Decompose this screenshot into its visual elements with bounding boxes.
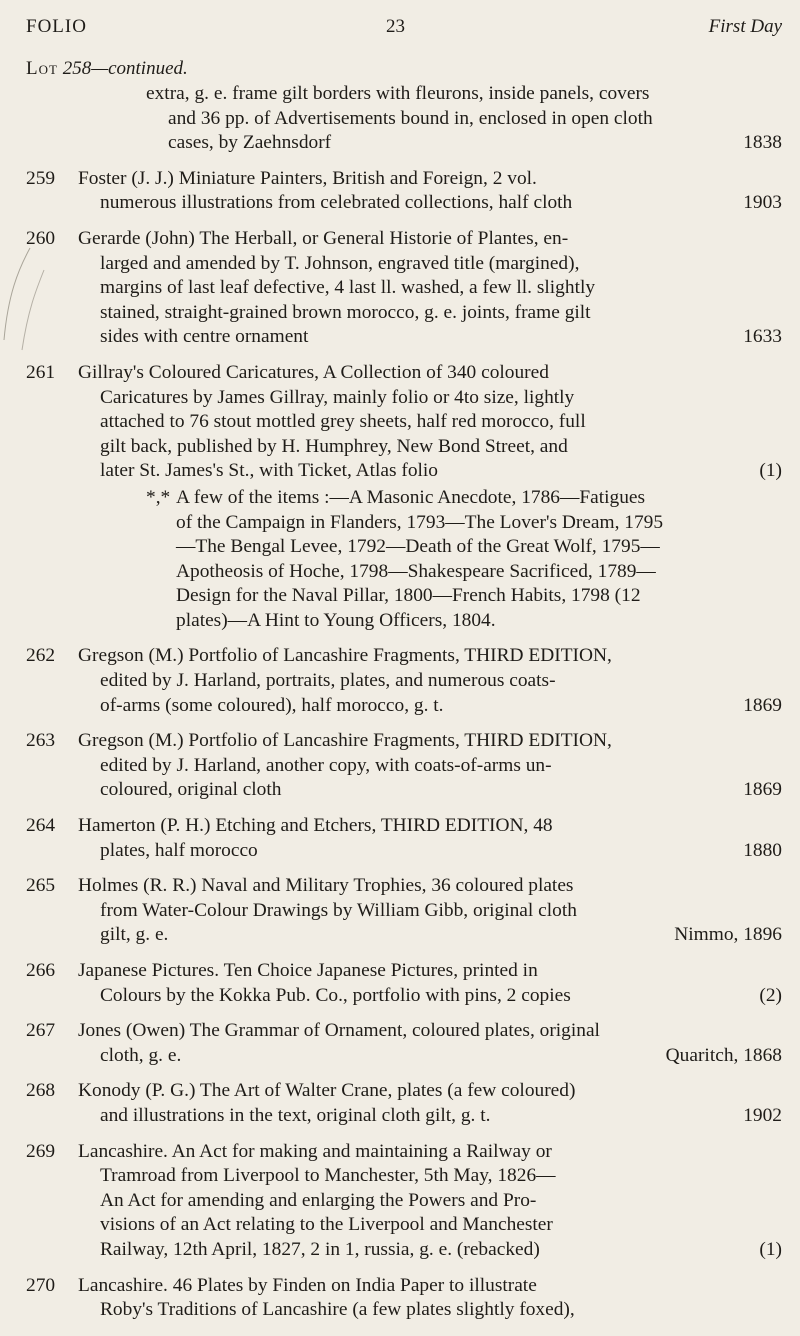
catalogue-entry: [26, 644, 782, 718]
entry-line: Roby's Traditions of Lancashire (a few plates slightly foxed),: [100, 1299, 575, 1321]
lot-number: 270: [26, 1274, 56, 1296]
entry-line: cases, by Zaehnsdorf 1838: [146, 131, 782, 156]
entry-line: Caricatures by James Gillray, mainly folio or 4to size, lightly: [100, 386, 575, 408]
entry-date: 1838: [743, 132, 782, 154]
entry-text: [78, 227, 782, 350]
entry-line: edited by J. Harland, portraits, plates, and numerous coats-: [100, 670, 556, 692]
note-line: Apotheosis of Hoche, 1798—Shakespeare Sacrificed, 1789—: [176, 560, 656, 582]
lot-number: 261: [26, 361, 56, 383]
catalogue-entry: [26, 814, 782, 863]
entry-line: gilt back, published by H. Humphrey, New Bond Street, and: [100, 435, 568, 457]
page-header: [26, 16, 782, 46]
entry-line: Railway, 12th April, 1827, 2 in 1, russia, g. e. (rebacked) (1): [78, 1238, 782, 1263]
entry-line: gilt, g. e. Nimmo, 1896: [78, 923, 782, 948]
entry-line: margins of last leaf defective, 4 last ll. washed, a few ll. slightly: [100, 277, 596, 299]
running-title: First Day: [708, 16, 782, 37]
lot-word: Lot: [26, 58, 58, 79]
entry-line: Gregson (M.) Portfolio of Lancashire Fragments, THIRD EDITION,: [78, 730, 612, 752]
entry-line: Gillray's Coloured Caricatures, A Collection of 340 coloured: [78, 361, 549, 383]
entry-text: [78, 1079, 782, 1128]
catalogue-entry: [26, 959, 782, 1008]
entry-line: Jones (Owen) The Grammar of Ornament, coloured plates, original: [78, 1020, 600, 1042]
lot-continued-text: 258—continued.: [62, 58, 188, 79]
folio-label: FOLIO: [26, 16, 87, 37]
entry-line: from Water-Colour Drawings by William Gibb, original cloth: [100, 899, 577, 921]
entry-line: Lancashire. An Act for making and maintaining a Railway or: [78, 1140, 552, 1162]
catalogue-entry: [26, 82, 782, 156]
lot-number: 260: [26, 227, 56, 249]
entry-line: Konody (P. G.) The Art of Walter Crane, plates (a few coloured): [78, 1080, 576, 1102]
entry-text: [78, 644, 782, 718]
lot-number: 269: [26, 1140, 56, 1162]
entry-line: stained, straight-grained brown morocco, g. e. joints, frame gilt: [100, 301, 591, 323]
entry-line: cloth, g. e. Quaritch, 1868: [78, 1044, 782, 1069]
entry-line: larged and amended by T. Johnson, engraved title (margined),: [100, 252, 580, 274]
entry-line: of-arms (some coloured), half morocco, g. t. 1869: [78, 694, 782, 719]
entry-date: 1903: [743, 192, 782, 214]
catalogue-entry: [26, 227, 782, 350]
note-line: Design for the Naval Pillar, 1800—French Habits, 1798 (12: [176, 585, 641, 607]
entry-date: (1): [759, 460, 782, 482]
note-line: plates)—A Hint to Young Officers, 1804.: [176, 609, 496, 631]
lot-number: 268: [26, 1080, 56, 1102]
entry-note: [26, 486, 782, 634]
entry-line: Holmes (R. R.) Naval and Military Trophies, 36 coloured plates: [78, 875, 574, 897]
entry-text: [78, 729, 782, 803]
entry-line: edited by J. Harland, another copy, with coats-of-arms un-: [100, 754, 552, 776]
entry-line: sides with centre ornament 1633: [78, 325, 782, 350]
entry-text: [78, 814, 782, 863]
entry-text: [78, 959, 782, 1008]
note-line: of the Campaign in Flanders, 1793—The Lover's Dream, 1795: [176, 511, 664, 533]
entry-date: (2): [759, 984, 782, 1006]
catalogue-entry: [26, 874, 782, 948]
entry-line: extra, g. e. frame gilt borders with fleurons, inside panels, covers: [146, 83, 650, 104]
entry-text: [78, 1140, 782, 1263]
entry-line: Japanese Pictures. Ten Choice Japanese Pictures, printed in: [78, 960, 538, 981]
entry-text: [78, 1274, 782, 1323]
page-number: 23: [386, 16, 405, 37]
entry-date: (1): [759, 1238, 782, 1260]
entry-text: [78, 874, 782, 948]
entry-date: 1633: [743, 326, 782, 348]
catalogue-entry: [26, 167, 782, 216]
entry-line: Colours by the Kokka Pub. Co., portfolio with pins, 2 copies (2): [78, 984, 782, 1009]
entry-text: [78, 167, 782, 216]
lot-number: 267: [26, 1020, 56, 1042]
entry-text: [146, 82, 782, 156]
catalogue-entry: [26, 361, 782, 634]
catalogue-entry: [26, 729, 782, 803]
entry-date: Nimmo, 1896: [674, 924, 782, 946]
catalogue-entry: [26, 1079, 782, 1128]
entry-line: Gerarde (John) The Herball, or General Historie of Plantes, en-: [78, 227, 569, 249]
lot-continued-heading: [26, 58, 188, 80]
note-line: —The Bengal Levee, 1792—Death of the Great Wolf, 1795—: [176, 536, 660, 558]
note-line: A few of the items :—A Masonic Anecdote, 1786—Fatigues: [176, 486, 646, 508]
lot-number: 264: [26, 815, 56, 837]
entry-text: [78, 361, 782, 484]
entry-date: 1869: [743, 779, 782, 801]
entry-line: Lancashire. 46 Plates by Finden on India Paper to illustrate: [78, 1274, 537, 1296]
lot-number: 259: [26, 167, 56, 189]
entry-text: [78, 1019, 782, 1068]
entry-line: and 36 pp. of Advertisements bound in, enclosed in open cloth: [168, 107, 653, 129]
entry-date: 1880: [743, 839, 782, 861]
catalogue-entry: [26, 1274, 782, 1323]
entry-date: 1902: [743, 1104, 782, 1126]
lot-number: 262: [26, 645, 56, 667]
entry-line: Tramroad from Liverpool to Manchester, 5th May, 1826—: [100, 1165, 556, 1187]
entry-line: Gregson (M.) Portfolio of Lancashire Fragments, THIRD EDITION,: [78, 645, 612, 667]
entry-line: An Act for amending and enlarging the Powers and Pro-: [100, 1189, 537, 1211]
entry-line: later St. James's St., with Ticket, Atlas folio (1): [78, 459, 782, 484]
note-asterism: *,*: [146, 486, 171, 508]
entry-line: attached to 76 stout mottled grey sheets, half red morocco, full: [100, 411, 586, 433]
entry-line: plates, half morocco 1880: [78, 839, 782, 864]
lot-number: 265: [26, 875, 56, 897]
entry-line: visions of an Act relating to the Liverpool and Manchester: [100, 1214, 553, 1236]
catalogue-entry: [26, 1019, 782, 1068]
entry-line: Foster (J. J.) Miniature Painters, British and Foreign, 2 vol.: [78, 167, 537, 189]
catalogue-entry: [26, 1140, 782, 1263]
entry-line: Hamerton (P. H.) Etching and Etchers, THIRD EDITION, 48: [78, 815, 553, 837]
entry-line: numerous illustrations from celebrated collections, half cloth 1903: [78, 191, 782, 216]
entry-line: coloured, original cloth 1869: [78, 778, 782, 803]
lot-number: 266: [26, 960, 56, 981]
entry-date: Quaritch, 1868: [665, 1044, 782, 1066]
lot-number: 263: [26, 730, 56, 752]
entry-line: and illustrations in the text, original cloth gilt, g. t. 1902: [78, 1104, 782, 1129]
catalogue-entries: [26, 82, 782, 1334]
entry-date: 1869: [743, 694, 782, 716]
